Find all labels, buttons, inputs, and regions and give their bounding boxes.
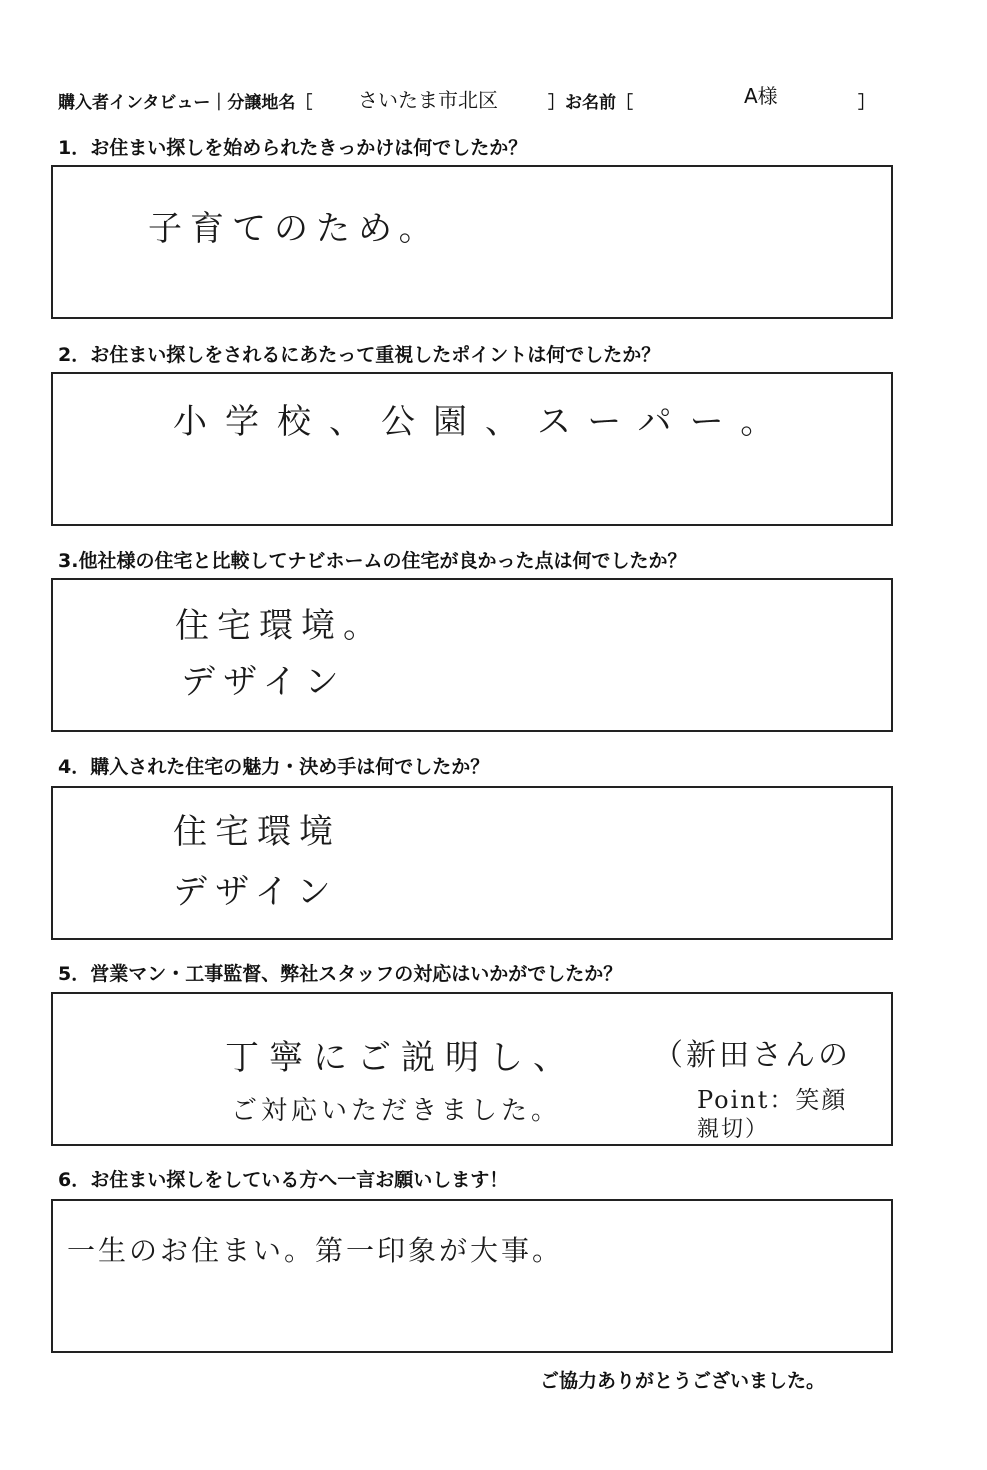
answer-4-line-2: デザイン <box>173 872 339 912</box>
answer-3-line-1: 住宅環境。 <box>175 606 385 646</box>
question-5: 5．営業マン・工事監督、弊社スタッフの対応はいかがでしたか？ <box>58 963 623 985</box>
answer-6-line-1: 一生のお住まい。第一印象が大事。 <box>67 1234 564 1267</box>
header-name-label: ］お名前［ <box>548 93 633 113</box>
interview-header <box>58 84 898 114</box>
answer-box-4 <box>51 786 893 940</box>
subdivision-name: さいたま市北区 <box>358 88 498 112</box>
answer-box-6 <box>51 1199 893 1353</box>
customer-name: A様 <box>744 84 778 108</box>
answer-box-1 <box>51 165 893 319</box>
answer-4-line-1: 住宅環境 <box>173 812 341 852</box>
answer-5-note-line-2: Point：笑顔 <box>697 1086 848 1114</box>
answer-5-line-1: 丁寧にご説明し、 <box>225 1038 577 1078</box>
question-6: 6．お住まい探しをしている方へ一言お願いします！ <box>58 1169 509 1191</box>
answer-3-line-2: デザイン <box>181 662 347 702</box>
header-close-bracket: ］ <box>858 93 875 113</box>
question-2: 2．お住まい探しをされるにあたって重視したポイントは何でしたか？ <box>58 344 661 366</box>
answer-5-note-line-1: （新田さんの <box>653 1038 851 1073</box>
answer-5-line-2: ご対応いただきました。 <box>231 1096 562 1126</box>
answer-box-2 <box>51 372 893 526</box>
answer-box-3 <box>51 578 893 732</box>
answer-1-line-1: 子育てのため。 <box>148 209 441 249</box>
answer-2-line-1: 小学校、公園、スーパー。 <box>173 402 793 442</box>
question-3: 3.他社様の住宅と比較してナビホームの住宅が良かった点は何でしたか？ <box>58 550 687 572</box>
answer-box-5 <box>51 992 893 1146</box>
question-1: 1．お住まい探しを始められたきっかけは何でしたか？ <box>58 137 528 159</box>
answer-5-note-line-3: 親切） <box>697 1117 770 1142</box>
header-title: 購入者インタビュー｜分譲地名［ <box>58 93 313 113</box>
question-4: 4．購入された住宅の魅力・決め手は何でしたか？ <box>58 756 490 778</box>
thank-you-message: ご協力ありがとうございました。 <box>540 1370 826 1392</box>
